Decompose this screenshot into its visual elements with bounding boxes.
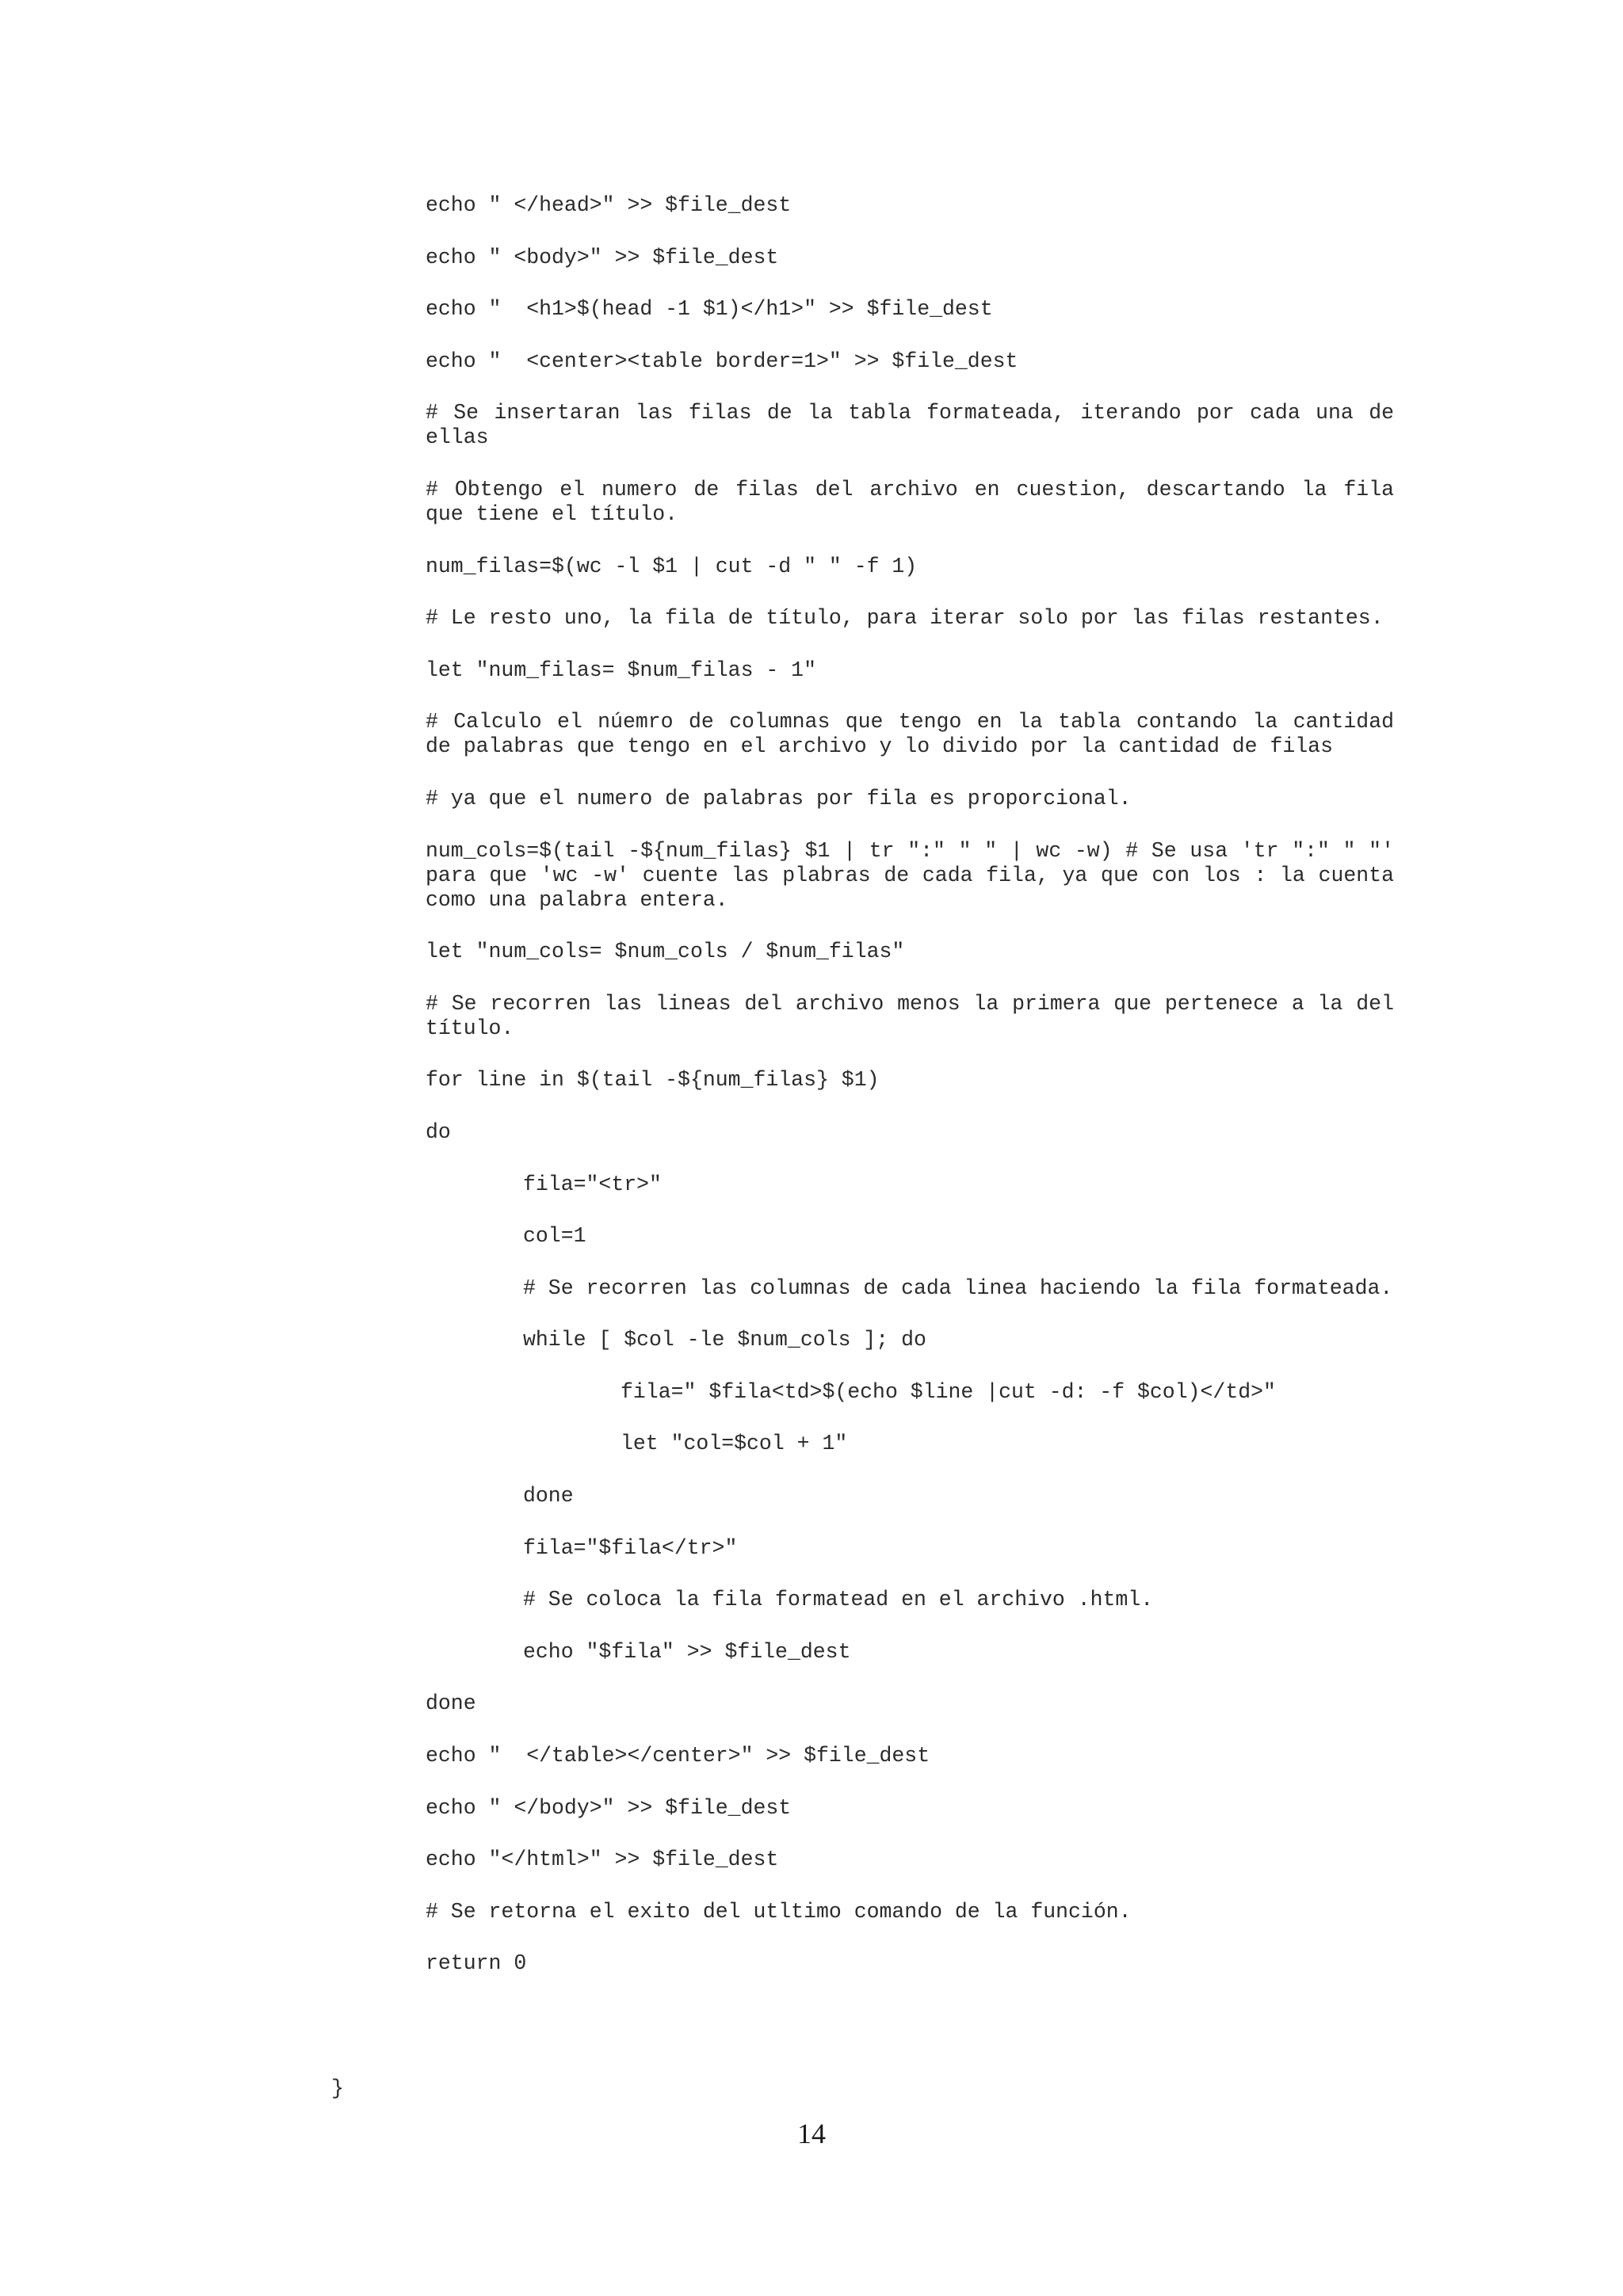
code-line: echo " <h1>$(head -1 $1)</h1>" >> $file_dest [426, 297, 993, 322]
code-line: fila="<tr>" [523, 1172, 662, 1196]
code-comment: # ya que el numero de palabras por fila es proporcional. [426, 786, 1132, 810]
page-number: 14 [797, 2118, 826, 2149]
code-line: col=1 [523, 1224, 586, 1249]
code-line: let "num_filas= $num_filas - 1" [426, 658, 816, 682]
code-line: echo "</html>" >> $file_dest [426, 1848, 779, 1872]
code-comment: # Se retorna el exito del utltimo comando de la función. [426, 1899, 1132, 1924]
code-line: echo " </body>" >> $file_dest [426, 1795, 792, 1820]
closing-brace: } [331, 2077, 344, 2100]
code-comment: # Se recorren las lineas del archivo menos la primera que pertenece a la del título. [426, 991, 1407, 1040]
code-line: return 0 [426, 1951, 527, 1976]
code-comment: # Calculo el núemro de columnas que tengo en la tabla contando la cantidad de palabras que tengo en el archivo y lo divido por la cantidad de filas [426, 710, 1407, 759]
code-line: done [426, 1691, 476, 1716]
code-line: do [426, 1119, 451, 1144]
code-line: echo " <body>" >> $file_dest [426, 245, 779, 269]
code-comment: # Obtengo el numero de filas del archivo en cuestion, descartando la fila que tiene el título. [426, 477, 1407, 526]
code-line: echo " </head>" >> $file_dest [426, 193, 792, 217]
code-line: let "num_cols= $num_cols / $num_filas" [426, 940, 905, 964]
code-comment: # Se recorren las columnas de cada linea haciendo la fila formateada. [523, 1276, 1393, 1300]
code-line: for line in $(tail -${num_filas} $1) [426, 1068, 880, 1093]
code-line: echo "$fila" >> $file_dest [523, 1639, 851, 1664]
code-line: num_filas=$(wc -l $1 | cut -d " " -f 1) [426, 554, 918, 578]
code-line: echo " </table></center>" >> $file_dest [426, 1744, 930, 1768]
code-comment: # Se insertaran las filas de la tabla formateada, iterando por cada una de ellas [426, 401, 1407, 450]
code-line: num_cols=$(tail -${num_filas} $1 | tr ":" " " | wc -w) # Se usa 'tr ":" " "' para que 'wc -w' cuente las plabras de cada fila, ya que con los : la cuenta como una palabra entera. [426, 838, 1407, 912]
code-comment: # Le resto uno, la fila de título, para iterar solo por las filas restantes. [426, 606, 1384, 631]
code-line: fila="$fila</tr>" [523, 1535, 738, 1560]
code-line: echo " <center><table border=1>" >> $file_dest [426, 349, 1018, 373]
code-listing [426, 193, 1407, 2004]
code-line: done [523, 1484, 574, 1508]
code-line: while [ $col -le $num_cols ]; do [523, 1328, 926, 1352]
code-line: fila=" $fila<td>$(echo $line |cut -d: -f $col)</td>" [621, 1379, 1276, 1404]
code-line: let "col=$col + 1" [621, 1432, 848, 1456]
code-comment: # Se coloca la fila formatead en el archivo .html. [523, 1588, 1154, 1612]
